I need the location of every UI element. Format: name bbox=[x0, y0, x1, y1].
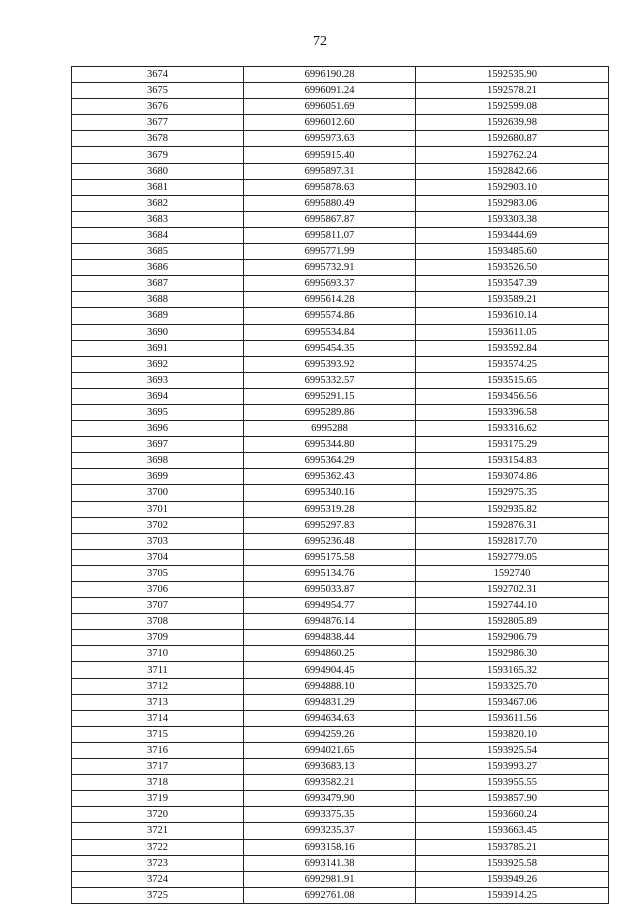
y-coordinate-cell: 1593456.56 bbox=[416, 388, 609, 404]
point-number-cell: 3714 bbox=[72, 710, 244, 726]
x-coordinate-cell: 6995973.63 bbox=[244, 131, 416, 147]
table-row bbox=[72, 99, 609, 115]
table-row bbox=[72, 791, 609, 807]
x-coordinate-cell: 6995332.57 bbox=[244, 372, 416, 388]
point-number-cell: 3691 bbox=[72, 340, 244, 356]
y-coordinate-cell: 1592762.24 bbox=[416, 147, 609, 163]
x-coordinate-cell: 6995319.28 bbox=[244, 501, 416, 517]
y-coordinate-cell: 1593925.54 bbox=[416, 742, 609, 758]
y-coordinate-cell: 1593925.58 bbox=[416, 855, 609, 871]
point-number-cell: 3716 bbox=[72, 742, 244, 758]
y-coordinate-cell: 1592639.98 bbox=[416, 115, 609, 131]
table-row bbox=[72, 147, 609, 163]
point-number-cell: 3724 bbox=[72, 871, 244, 887]
table-row bbox=[72, 887, 609, 903]
point-number-cell: 3692 bbox=[72, 356, 244, 372]
x-coordinate-cell: 6995811.07 bbox=[244, 227, 416, 243]
point-number-cell: 3710 bbox=[72, 646, 244, 662]
table-row bbox=[72, 83, 609, 99]
x-coordinate-cell: 6993375.35 bbox=[244, 807, 416, 823]
x-coordinate-cell: 6995364.29 bbox=[244, 453, 416, 469]
table-row bbox=[72, 227, 609, 243]
table-row bbox=[72, 565, 609, 581]
y-coordinate-cell: 1593175.29 bbox=[416, 437, 609, 453]
table-row bbox=[72, 662, 609, 678]
point-number-cell: 3722 bbox=[72, 839, 244, 855]
y-coordinate-cell: 1593467.06 bbox=[416, 694, 609, 710]
table-row bbox=[72, 807, 609, 823]
y-coordinate-cell: 1593589.21 bbox=[416, 292, 609, 308]
point-number-cell: 3706 bbox=[72, 582, 244, 598]
x-coordinate-cell: 6993582.21 bbox=[244, 775, 416, 791]
table-row bbox=[72, 404, 609, 420]
point-number-cell: 3695 bbox=[72, 404, 244, 420]
table-row bbox=[72, 276, 609, 292]
table-row bbox=[72, 292, 609, 308]
point-number-cell: 3682 bbox=[72, 195, 244, 211]
y-coordinate-cell: 1592779.05 bbox=[416, 549, 609, 565]
table-row bbox=[72, 501, 609, 517]
table-row bbox=[72, 163, 609, 179]
y-coordinate-cell: 1593325.70 bbox=[416, 678, 609, 694]
table-row bbox=[72, 775, 609, 791]
point-number-cell: 3696 bbox=[72, 421, 244, 437]
point-number-cell: 3712 bbox=[72, 678, 244, 694]
point-number-cell: 3709 bbox=[72, 630, 244, 646]
x-coordinate-cell: 6995344.80 bbox=[244, 437, 416, 453]
y-coordinate-cell: 1593610.14 bbox=[416, 308, 609, 324]
point-number-cell: 3680 bbox=[72, 163, 244, 179]
x-coordinate-cell: 6992761.08 bbox=[244, 887, 416, 903]
table-row bbox=[72, 710, 609, 726]
x-coordinate-cell: 6995880.49 bbox=[244, 195, 416, 211]
y-coordinate-cell: 1593485.60 bbox=[416, 244, 609, 260]
y-coordinate-cell: 1593574.25 bbox=[416, 356, 609, 372]
table-row bbox=[72, 195, 609, 211]
x-coordinate-cell: 6994876.14 bbox=[244, 614, 416, 630]
table-row bbox=[72, 324, 609, 340]
x-coordinate-cell: 6994838.44 bbox=[244, 630, 416, 646]
y-coordinate-cell: 1592578.21 bbox=[416, 83, 609, 99]
table-row bbox=[72, 871, 609, 887]
y-coordinate-cell: 1593993.27 bbox=[416, 759, 609, 775]
x-coordinate-cell: 6995614.28 bbox=[244, 292, 416, 308]
coordinates-table-body bbox=[72, 67, 609, 904]
y-coordinate-cell: 1593526.50 bbox=[416, 260, 609, 276]
table-row bbox=[72, 694, 609, 710]
y-coordinate-cell: 1592975.35 bbox=[416, 485, 609, 501]
y-coordinate-cell: 1592906.79 bbox=[416, 630, 609, 646]
x-coordinate-cell: 6995033.87 bbox=[244, 582, 416, 598]
table-row bbox=[72, 453, 609, 469]
x-coordinate-cell: 6993479.90 bbox=[244, 791, 416, 807]
x-coordinate-cell: 6995574.86 bbox=[244, 308, 416, 324]
table-row bbox=[72, 67, 609, 83]
point-number-cell: 3707 bbox=[72, 598, 244, 614]
point-number-cell: 3688 bbox=[72, 292, 244, 308]
y-coordinate-cell: 1592903.10 bbox=[416, 179, 609, 195]
x-coordinate-cell: 6995878.63 bbox=[244, 179, 416, 195]
x-coordinate-cell: 6995693.37 bbox=[244, 276, 416, 292]
x-coordinate-cell: 6995175.58 bbox=[244, 549, 416, 565]
x-coordinate-cell: 6995732.91 bbox=[244, 260, 416, 276]
table-row bbox=[72, 372, 609, 388]
x-coordinate-cell: 6995362.43 bbox=[244, 469, 416, 485]
y-coordinate-cell: 1592535.90 bbox=[416, 67, 609, 83]
x-coordinate-cell: 6993141.38 bbox=[244, 855, 416, 871]
x-coordinate-cell: 6994904.45 bbox=[244, 662, 416, 678]
x-coordinate-cell: 6996012.60 bbox=[244, 115, 416, 131]
table-row bbox=[72, 388, 609, 404]
y-coordinate-cell: 1593857.90 bbox=[416, 791, 609, 807]
point-number-cell: 3685 bbox=[72, 244, 244, 260]
point-number-cell: 3681 bbox=[72, 179, 244, 195]
table-row bbox=[72, 517, 609, 533]
y-coordinate-cell: 1592805.89 bbox=[416, 614, 609, 630]
x-coordinate-cell: 6996051.69 bbox=[244, 99, 416, 115]
table-row bbox=[72, 855, 609, 871]
y-coordinate-cell: 1593396.58 bbox=[416, 404, 609, 420]
table-row bbox=[72, 115, 609, 131]
table-row bbox=[72, 823, 609, 839]
y-coordinate-cell: 1593444.69 bbox=[416, 227, 609, 243]
y-coordinate-cell: 1593154.83 bbox=[416, 453, 609, 469]
y-coordinate-cell: 1593165.32 bbox=[416, 662, 609, 678]
point-number-cell: 3674 bbox=[72, 67, 244, 83]
y-coordinate-cell: 1592876.31 bbox=[416, 517, 609, 533]
y-coordinate-cell: 1593660.24 bbox=[416, 807, 609, 823]
table-row bbox=[72, 244, 609, 260]
y-coordinate-cell: 1593820.10 bbox=[416, 726, 609, 742]
point-number-cell: 3701 bbox=[72, 501, 244, 517]
y-coordinate-cell: 1592983.06 bbox=[416, 195, 609, 211]
x-coordinate-cell: 6993683.13 bbox=[244, 759, 416, 775]
x-coordinate-cell: 6995236.48 bbox=[244, 533, 416, 549]
point-number-cell: 3678 bbox=[72, 131, 244, 147]
table-row bbox=[72, 839, 609, 855]
table-row bbox=[72, 469, 609, 485]
x-coordinate-cell: 6995288 bbox=[244, 421, 416, 437]
y-coordinate-cell: 1592599.08 bbox=[416, 99, 609, 115]
y-coordinate-cell: 1593611.05 bbox=[416, 324, 609, 340]
point-number-cell: 3689 bbox=[72, 308, 244, 324]
table-row bbox=[72, 421, 609, 437]
table-row bbox=[72, 308, 609, 324]
y-coordinate-cell: 1593515.65 bbox=[416, 372, 609, 388]
point-number-cell: 3687 bbox=[72, 276, 244, 292]
y-coordinate-cell: 1593914.25 bbox=[416, 887, 609, 903]
table-row bbox=[72, 533, 609, 549]
y-coordinate-cell: 1592817.70 bbox=[416, 533, 609, 549]
y-coordinate-cell: 1593611.56 bbox=[416, 710, 609, 726]
table-row bbox=[72, 211, 609, 227]
table-row bbox=[72, 260, 609, 276]
point-number-cell: 3703 bbox=[72, 533, 244, 549]
point-number-cell: 3698 bbox=[72, 453, 244, 469]
point-number-cell: 3693 bbox=[72, 372, 244, 388]
table-row bbox=[72, 726, 609, 742]
point-number-cell: 3684 bbox=[72, 227, 244, 243]
y-coordinate-cell: 1593785.21 bbox=[416, 839, 609, 855]
point-number-cell: 3686 bbox=[72, 260, 244, 276]
point-number-cell: 3715 bbox=[72, 726, 244, 742]
point-number-cell: 3676 bbox=[72, 99, 244, 115]
table-row bbox=[72, 759, 609, 775]
point-number-cell: 3711 bbox=[72, 662, 244, 678]
table-row bbox=[72, 582, 609, 598]
y-coordinate-cell: 1593303.38 bbox=[416, 211, 609, 227]
point-number-cell: 3697 bbox=[72, 437, 244, 453]
x-coordinate-cell: 6995289.86 bbox=[244, 404, 416, 420]
y-coordinate-cell: 1593316.62 bbox=[416, 421, 609, 437]
point-number-cell: 3700 bbox=[72, 485, 244, 501]
page-number: 72 bbox=[313, 34, 327, 49]
table-row bbox=[72, 179, 609, 195]
x-coordinate-cell: 6994634.63 bbox=[244, 710, 416, 726]
table-row bbox=[72, 598, 609, 614]
point-number-cell: 3683 bbox=[72, 211, 244, 227]
point-number-cell: 3694 bbox=[72, 388, 244, 404]
coordinates-table bbox=[71, 66, 609, 904]
point-number-cell: 3708 bbox=[72, 614, 244, 630]
table-row bbox=[72, 485, 609, 501]
table-row bbox=[72, 131, 609, 147]
y-coordinate-cell: 1592986.30 bbox=[416, 646, 609, 662]
x-coordinate-cell: 6994860.25 bbox=[244, 646, 416, 662]
y-coordinate-cell: 1593955.55 bbox=[416, 775, 609, 791]
y-coordinate-cell: 1592702.31 bbox=[416, 582, 609, 598]
table-row bbox=[72, 437, 609, 453]
point-number-cell: 3719 bbox=[72, 791, 244, 807]
point-number-cell: 3699 bbox=[72, 469, 244, 485]
x-coordinate-cell: 6994954.77 bbox=[244, 598, 416, 614]
point-number-cell: 3690 bbox=[72, 324, 244, 340]
x-coordinate-cell: 6994021.65 bbox=[244, 742, 416, 758]
y-coordinate-cell: 1593949.26 bbox=[416, 871, 609, 887]
point-number-cell: 3717 bbox=[72, 759, 244, 775]
x-coordinate-cell: 6993235.37 bbox=[244, 823, 416, 839]
table-row bbox=[72, 630, 609, 646]
x-coordinate-cell: 6995393.92 bbox=[244, 356, 416, 372]
point-number-cell: 3725 bbox=[72, 887, 244, 903]
x-coordinate-cell: 6995340.16 bbox=[244, 485, 416, 501]
point-number-cell: 3721 bbox=[72, 823, 244, 839]
point-number-cell: 3713 bbox=[72, 694, 244, 710]
point-number-cell: 3723 bbox=[72, 855, 244, 871]
y-coordinate-cell: 1592935.82 bbox=[416, 501, 609, 517]
point-number-cell: 3720 bbox=[72, 807, 244, 823]
x-coordinate-cell: 6995454.35 bbox=[244, 340, 416, 356]
x-coordinate-cell: 6994259.26 bbox=[244, 726, 416, 742]
x-coordinate-cell: 6996091.24 bbox=[244, 83, 416, 99]
x-coordinate-cell: 6995534.84 bbox=[244, 324, 416, 340]
point-number-cell: 3704 bbox=[72, 549, 244, 565]
y-coordinate-cell: 1593592.84 bbox=[416, 340, 609, 356]
y-coordinate-cell: 1593663.45 bbox=[416, 823, 609, 839]
x-coordinate-cell: 6994831.29 bbox=[244, 694, 416, 710]
table-row bbox=[72, 614, 609, 630]
y-coordinate-cell: 1592680.87 bbox=[416, 131, 609, 147]
y-coordinate-cell: 1593074.86 bbox=[416, 469, 609, 485]
table-row bbox=[72, 549, 609, 565]
x-coordinate-cell: 6995897.31 bbox=[244, 163, 416, 179]
x-coordinate-cell: 6992981.91 bbox=[244, 871, 416, 887]
x-coordinate-cell: 6995134.76 bbox=[244, 565, 416, 581]
table-row bbox=[72, 646, 609, 662]
point-number-cell: 3702 bbox=[72, 517, 244, 533]
table-row bbox=[72, 340, 609, 356]
point-number-cell: 3679 bbox=[72, 147, 244, 163]
x-coordinate-cell: 6993158.16 bbox=[244, 839, 416, 855]
x-coordinate-cell: 6995297.83 bbox=[244, 517, 416, 533]
point-number-cell: 3677 bbox=[72, 115, 244, 131]
x-coordinate-cell: 6995291.15 bbox=[244, 388, 416, 404]
point-number-cell: 3675 bbox=[72, 83, 244, 99]
x-coordinate-cell: 6995867.87 bbox=[244, 211, 416, 227]
x-coordinate-cell: 6995771.99 bbox=[244, 244, 416, 260]
table-row bbox=[72, 678, 609, 694]
x-coordinate-cell: 6994888.10 bbox=[244, 678, 416, 694]
table-row bbox=[72, 742, 609, 758]
point-number-cell: 3718 bbox=[72, 775, 244, 791]
table-row bbox=[72, 356, 609, 372]
x-coordinate-cell: 6995915.40 bbox=[244, 147, 416, 163]
x-coordinate-cell: 6996190.28 bbox=[244, 67, 416, 83]
y-coordinate-cell: 1593547.39 bbox=[416, 276, 609, 292]
y-coordinate-cell: 1592744.10 bbox=[416, 598, 609, 614]
y-coordinate-cell: 1592842.66 bbox=[416, 163, 609, 179]
point-number-cell: 3705 bbox=[72, 565, 244, 581]
y-coordinate-cell: 1592740 bbox=[416, 565, 609, 581]
